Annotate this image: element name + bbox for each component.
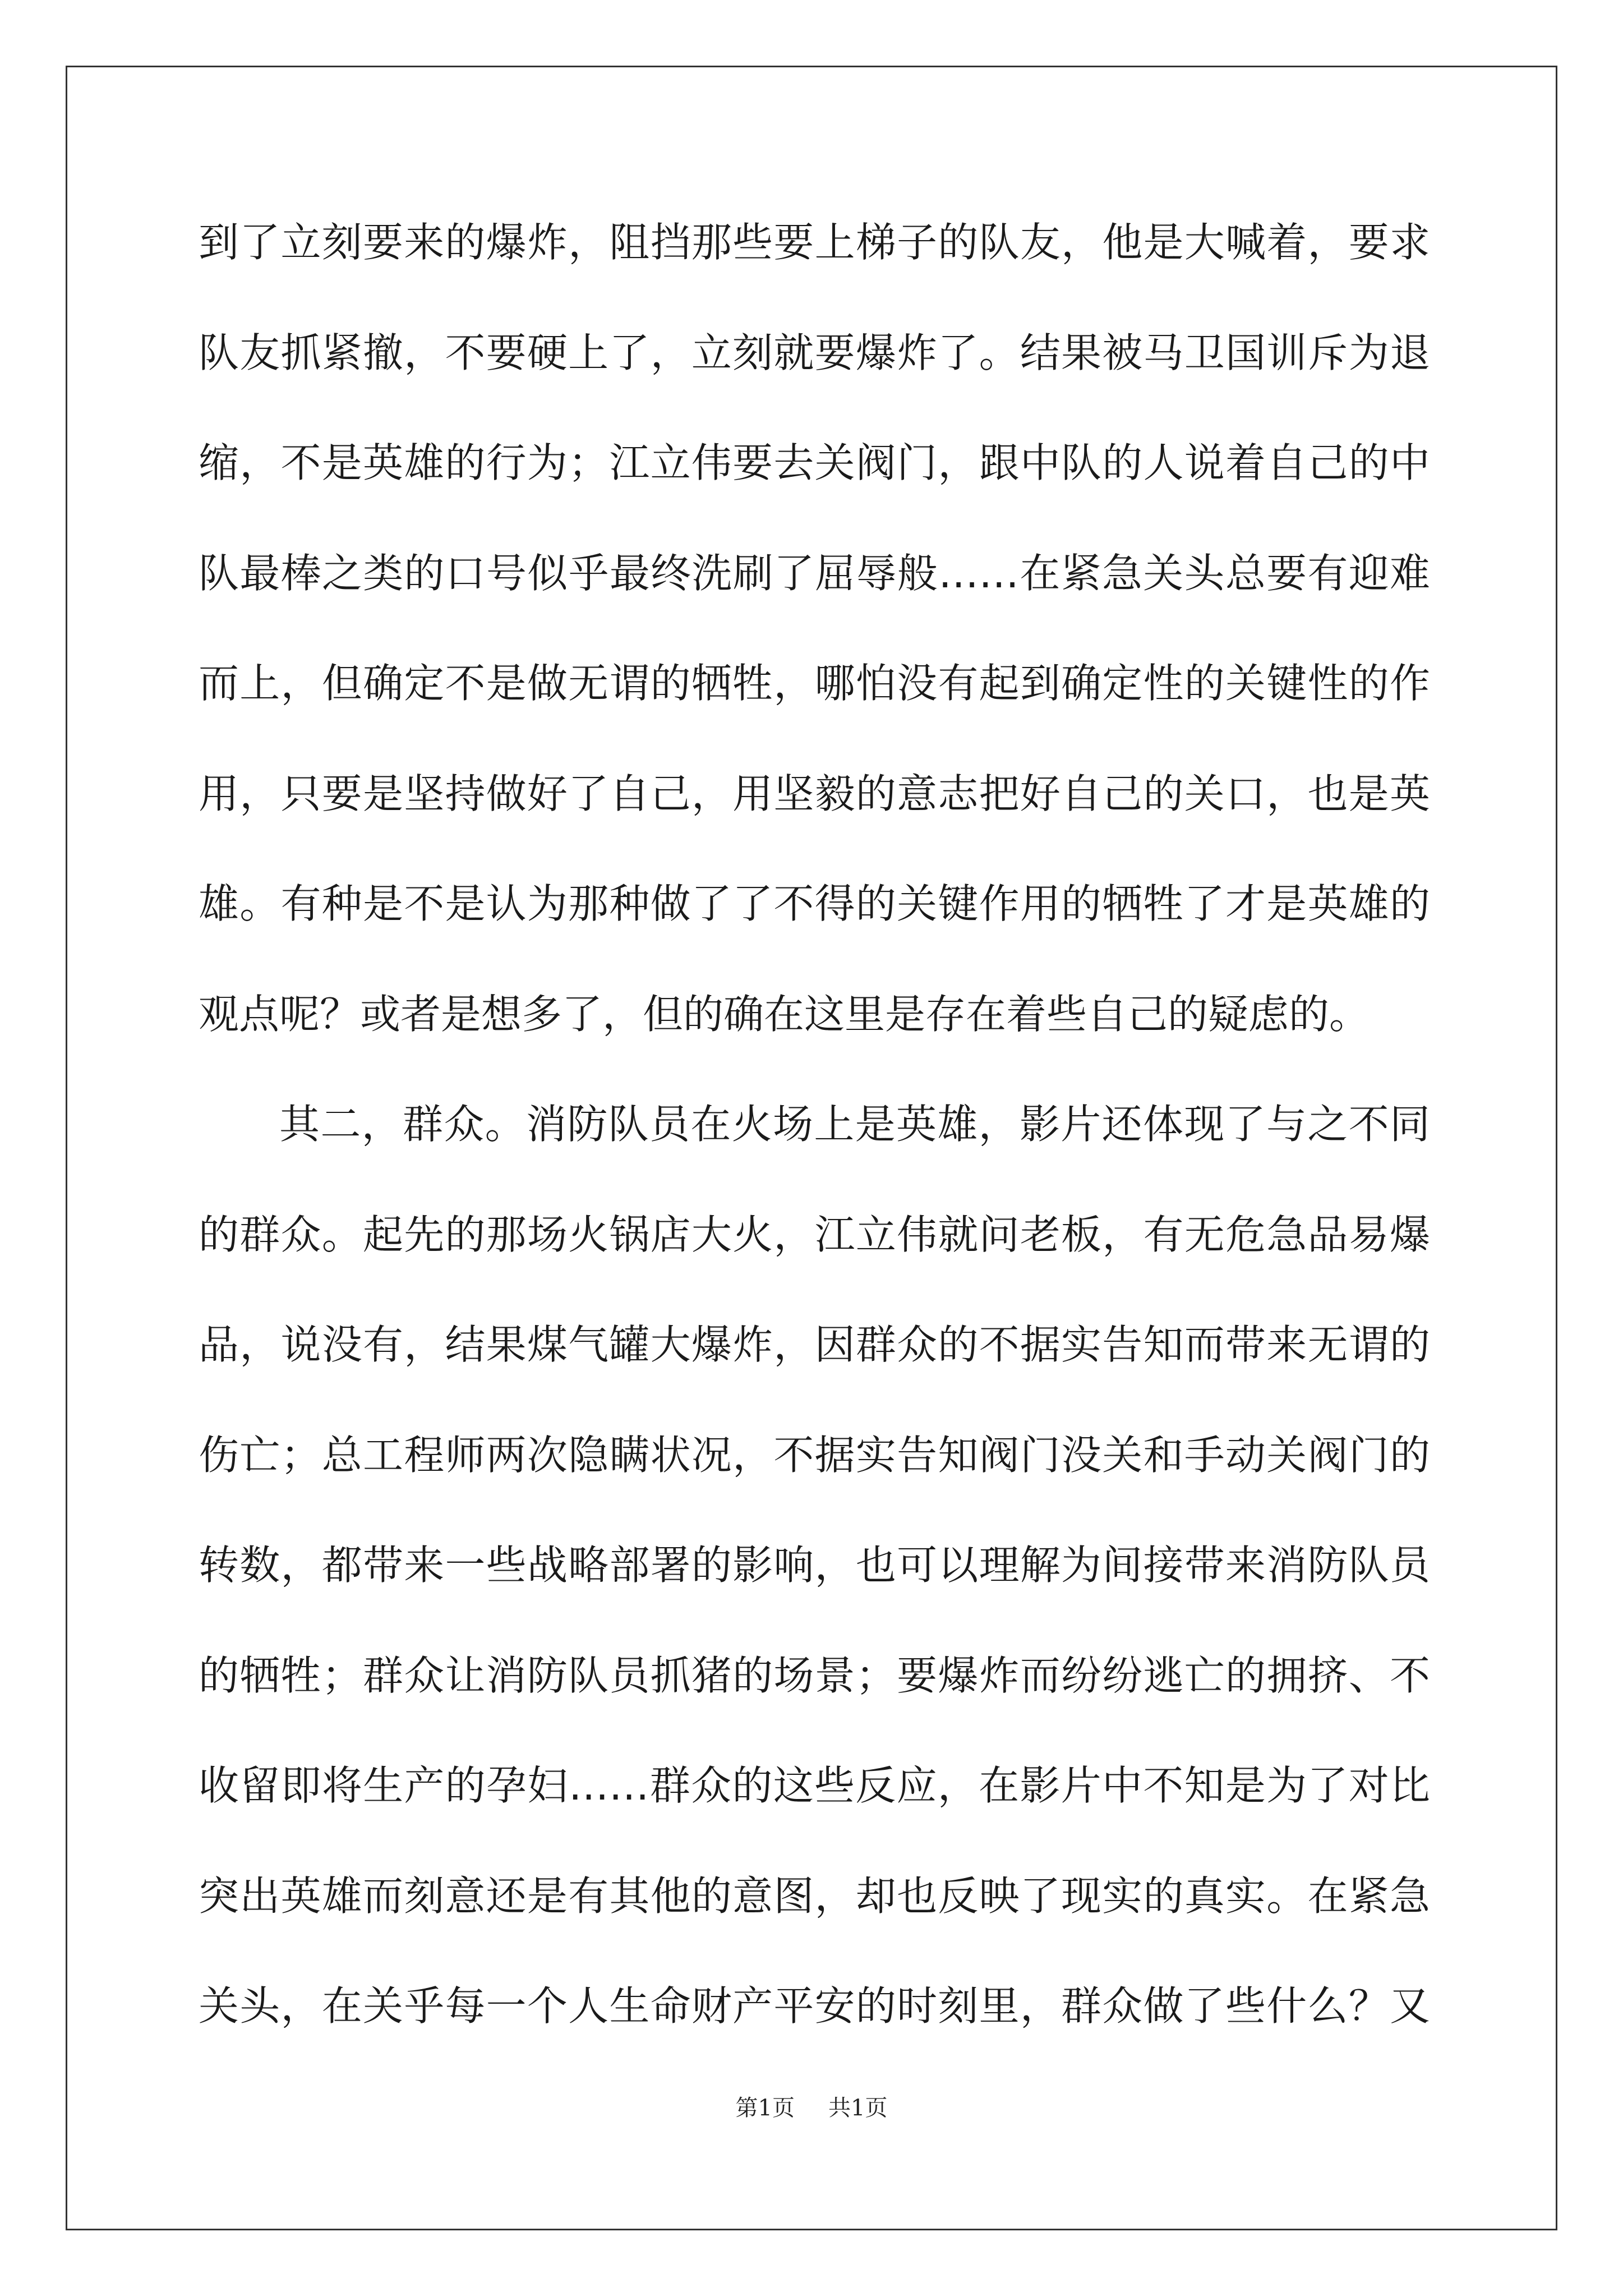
page-number-total: 共1页	[828, 2095, 888, 2121]
text-line: 的群众。起先的那场火锅店大火，江立伟就问老板，有无危急品易爆	[199, 1211, 1430, 1258]
text-line: 品，说没有，结果煤气罐大爆炸，因群众的不据实告知而带来无谓的	[199, 1321, 1430, 1368]
text-line: 用，只要是坚持做好了自己，用坚毅的意志把好自己的关口，也是英	[199, 770, 1430, 817]
text-line: 到了立刻要来的爆炸，阻挡那些要上梯子的队友，他是大喊着，要求	[199, 219, 1430, 266]
text-line: 队友抓紧撤，不要硬上了，立刻就要爆炸了。结果被马卫国训斥为退	[199, 329, 1430, 376]
document-body	[199, 214, 1430, 2088]
text-line: 伤亡；总工程师两次隐瞒状况，不据实告知阀门没关和手动关阀门的	[199, 1431, 1430, 1479]
text-line: 缩，不是英雄的行为；江立伟要去关阀门，跟中队的人说着自己的中	[199, 439, 1430, 486]
text-line: 的牺牲；群众让消防队员抓猪的场景；要爆炸而纷纷逃亡的拥挤、不	[199, 1651, 1430, 1699]
text-line: 收留即将生产的孕妇……群众的这些反应，在影片中不知是为了对比	[199, 1762, 1430, 1809]
text-line: 转数，都带来一些战略部署的影响，也可以理解为间接带来消防队员	[199, 1542, 1430, 1589]
text-line: 雄。有种是不是认为那种做了了不得的关键作用的牺牲了才是英雄的	[199, 880, 1430, 927]
page-footer	[0, 2090, 1623, 2122]
text-line: 突出英雄而刻意还是有其他的意图，却也反映了现实的真实。在紧急	[199, 1872, 1430, 1920]
text-line: 观点呢？或者是想多了，但的确在这里是存在着些自己的疑虑的。	[199, 990, 1370, 1038]
page-number-current: 第1页	[735, 2095, 795, 2121]
text-line: 队最棒之类的口号似乎最终洗刷了屈辱般……在紧急关头总要有迎难	[199, 549, 1430, 597]
paragraph-first-line: 其二，群众。消防队员在火场上是英雄，影片还体现了与之不同	[279, 1101, 1430, 1148]
text-line: 而上，但确定不是做无谓的牺牲，哪怕没有起到确定性的关键性的作	[199, 660, 1430, 707]
text-line: 关头，在关乎每一个人生命财产平安的时刻里，群众做了些什么？又	[199, 1982, 1430, 2030]
